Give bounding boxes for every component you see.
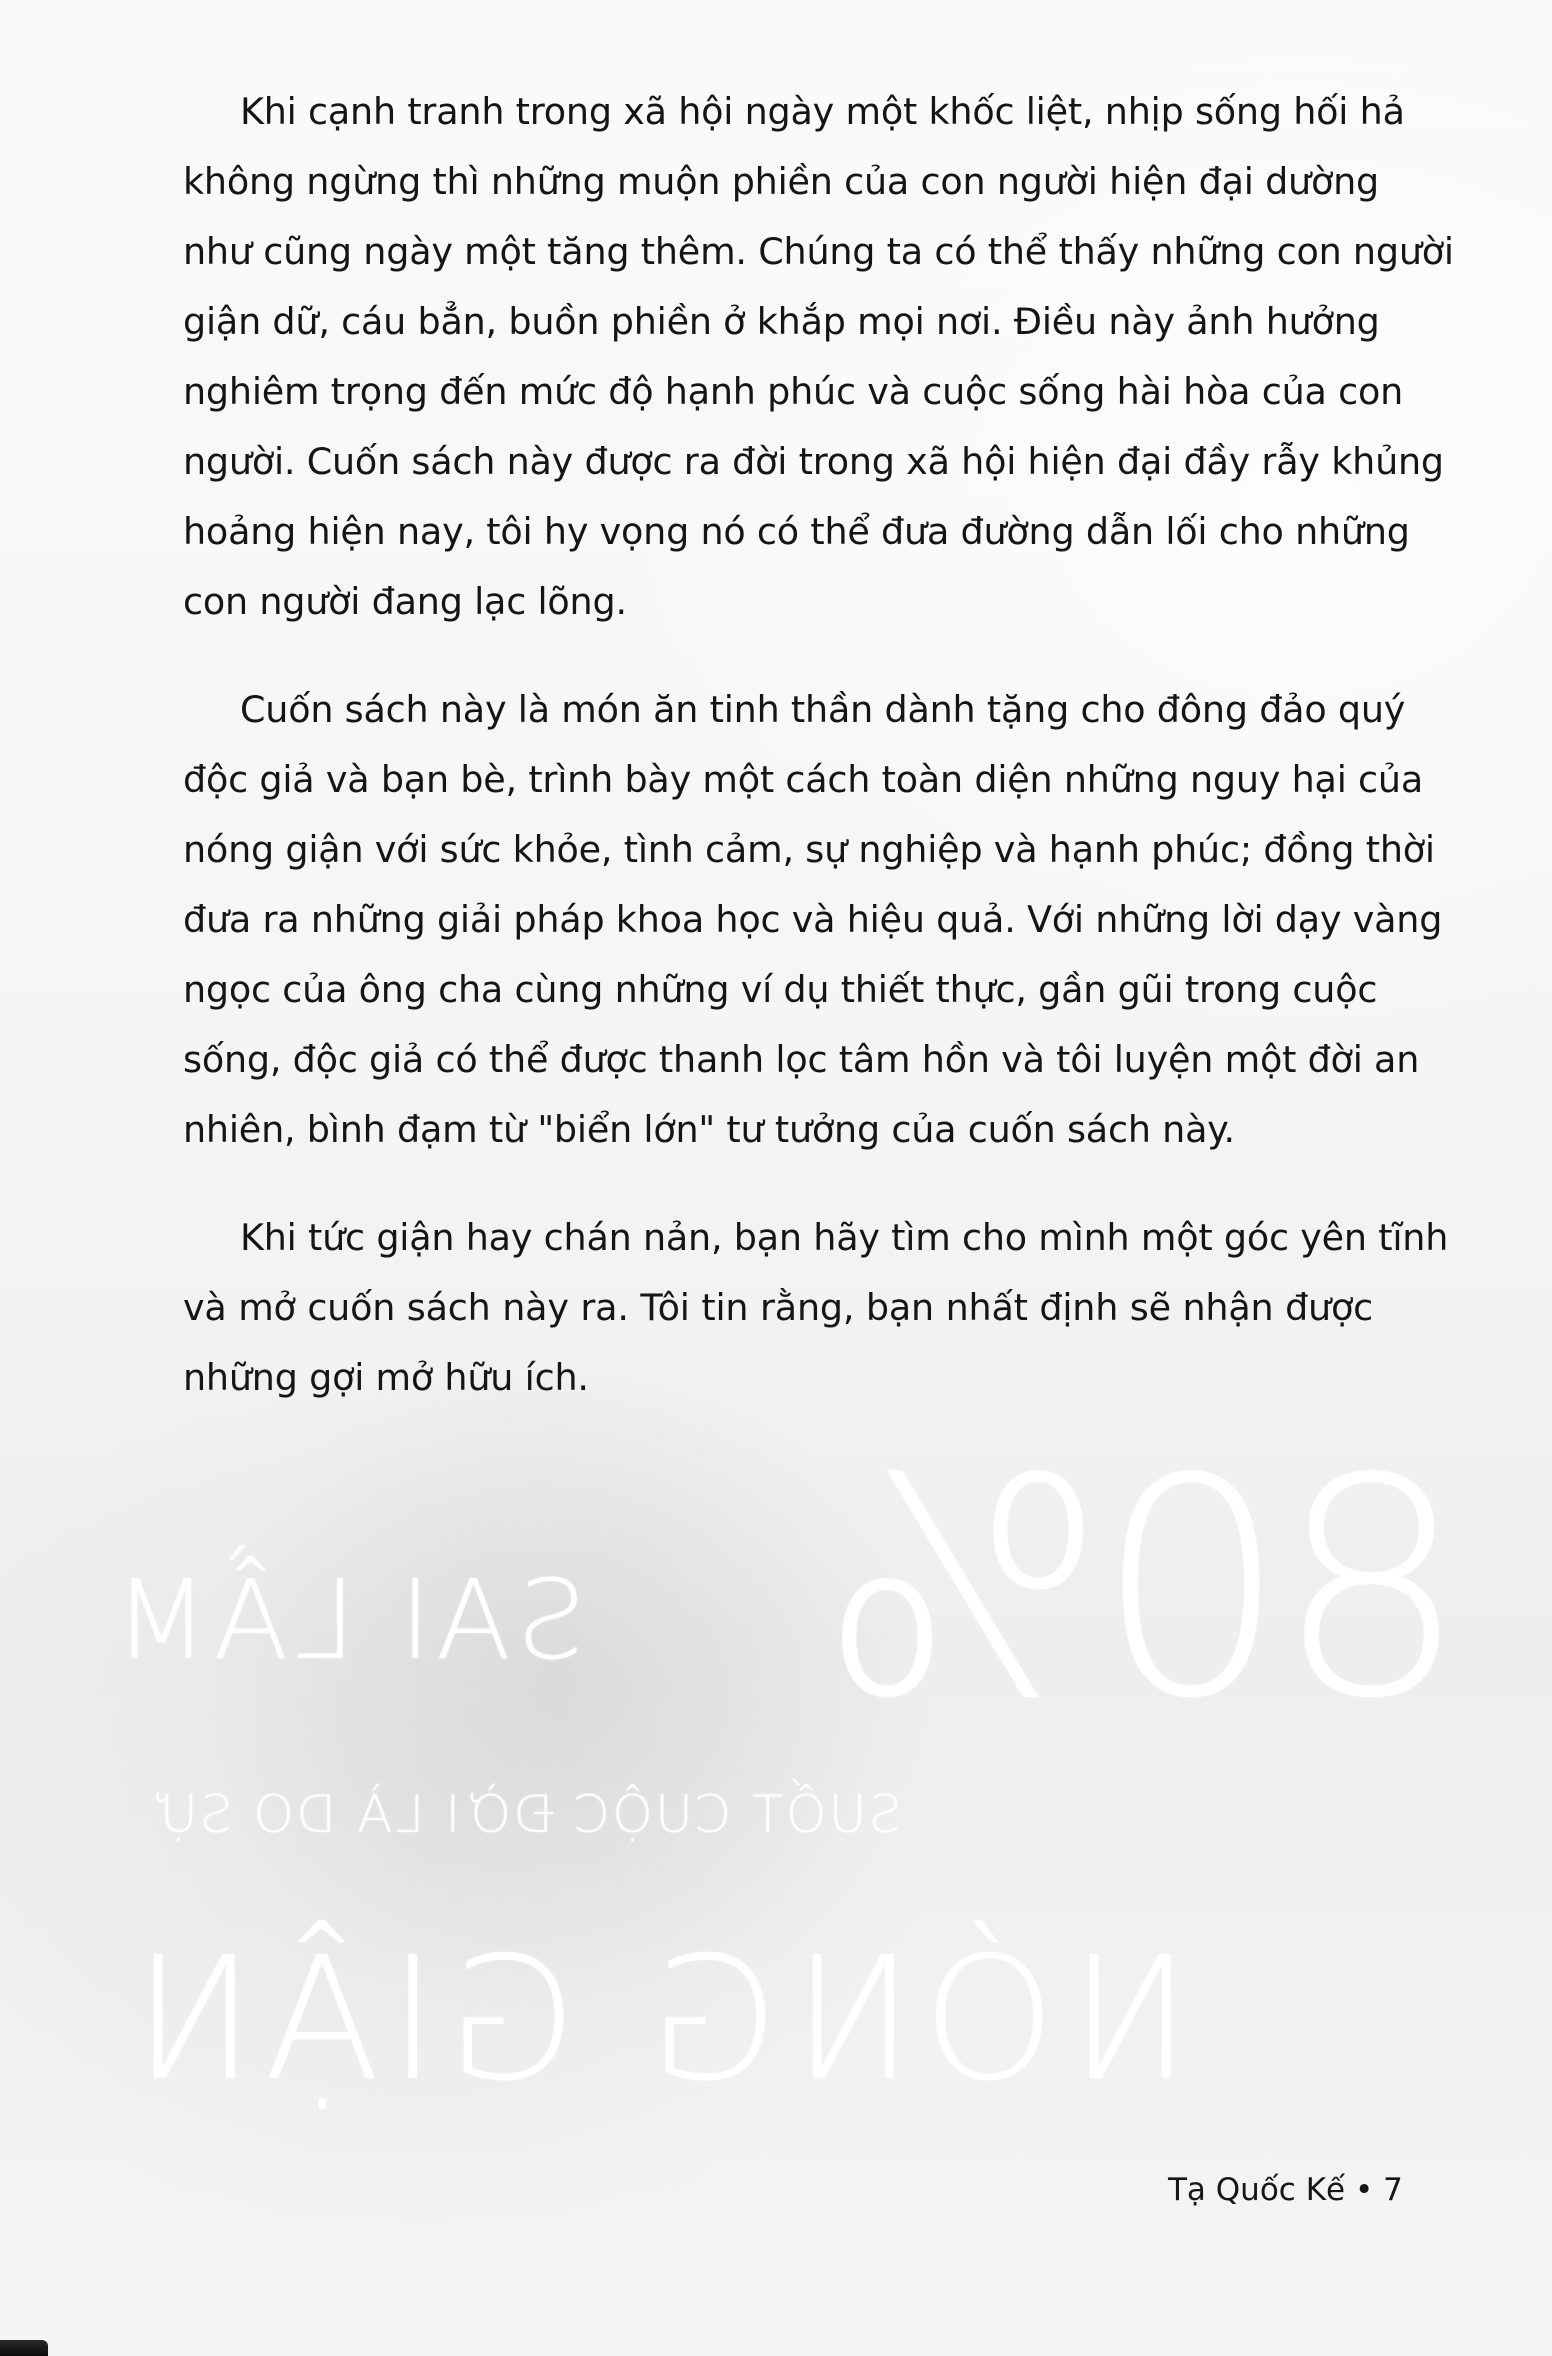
paragraph-2-line-2: độc giả và bạn bè, trình bày một cách toàn diện những nguy hại của	[183, 758, 1424, 801]
paragraph-2-line-3: nóng giận với sức khỏe, tình cảm, sự nghiệp và hạnh phúc; đồng thời	[183, 828, 1435, 871]
paragraph-1-line-6: người. Cuốn sách này được ra đời trong xã hội hiện đại đầy rẫy khủng	[183, 440, 1444, 483]
paragraph-2-line-6: sống, độc giả có thể được thanh lọc tâm hồn và tôi luyện một đời an	[183, 1038, 1420, 1081]
watermark-percent: 80%	[830, 1415, 1467, 1764]
paragraph-2-line-4: đưa ra những giải pháp khoa học và hiệu quả. Với những lời dạy vàng	[183, 898, 1443, 941]
running-footer: Tạ Quốc Kế • 7	[1168, 2172, 1403, 2208]
paragraph-1-line-4: giận dữ, cáu bẳn, buồn phiền ở khắp mọi nơi. Điều này ảnh hưởng	[183, 300, 1380, 343]
paragraph-1-line-8: con người đang lạc lõng.	[183, 580, 627, 623]
watermark-nong-gian: NÓNG GIẬN	[120, 1921, 1192, 2119]
paragraph-1-line-1: Khi cạnh tranh trong xã hội ngày một khốc liệt, nhịp sống hối hả	[240, 90, 1405, 133]
paragraph-1-line-7: hoảng hiện nay, tôi hy vọng nó có thể đưa đường dẫn lối cho những	[183, 510, 1410, 553]
paragraph-3-line-3: những gợi mở hữu ích.	[183, 1356, 589, 1399]
paragraph-1-line-5: nghiêm trọng đến mức độ hạnh phúc và cuộc sống hài hòa của con	[183, 370, 1404, 413]
watermark-subtitle: SUỐT CUỘC ĐỜI LÀ DO SỰ	[150, 1785, 902, 1845]
paragraph-2-line-7: nhiên, bình đạm từ "biển lớn" tư tưởng của cuốn sách này.	[183, 1108, 1235, 1151]
paragraph-1-line-2: không ngừng thì những muộn phiền của con người hiện đại dường	[183, 160, 1380, 203]
watermark-sai-lam: SAI LẦM	[110, 1556, 587, 1684]
paragraph-2-line-5: ngọc của ông cha cùng những ví dụ thiết thực, gần gũi trong cuộc	[183, 968, 1378, 1011]
paragraph-3-line-1: Khi tức giận hay chán nản, bạn hãy tìm cho mình một góc yên tĩnh	[240, 1216, 1449, 1259]
page-edge-shadow	[0, 2340, 48, 2356]
paragraph-3-line-2: và mở cuốn sách này ra. Tôi tin rằng, bạn nhất định sẽ nhận được	[183, 1286, 1373, 1329]
paragraph-1-line-3: như cũng ngày một tăng thêm. Chúng ta có thể thấy những con người	[183, 230, 1454, 273]
paragraph-2-line-1: Cuốn sách này là món ăn tinh thần dành tặng cho đông đảo quý	[240, 688, 1406, 731]
